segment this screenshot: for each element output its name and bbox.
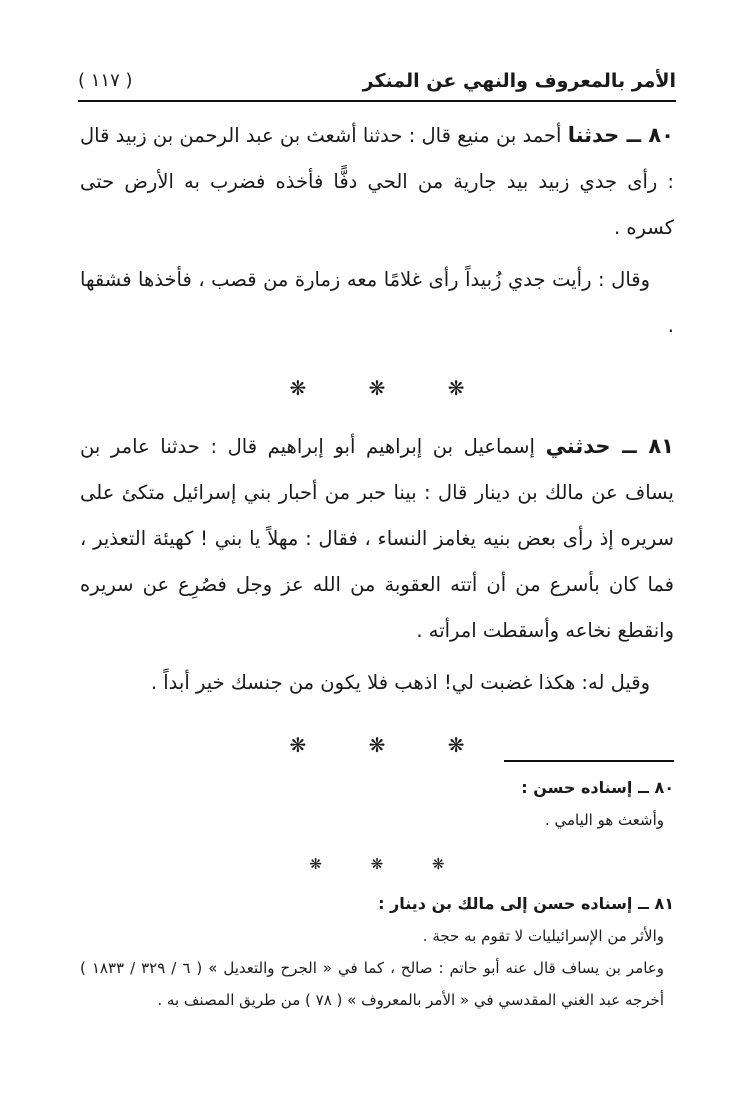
main-text [80,112,674,780]
paragraph-81 [80,423,674,654]
footnotes [80,768,674,1016]
paragraph-80b: وقال : رأيت جدي زُبيداً رأى غلامًا معه زمارة من قصب ، فأخذها فشقها . [80,268,674,337]
hadith-80-lead: ٨٠ ــ حدثنا [567,123,674,147]
section-separator: ❋ ❋ ❋ [289,733,493,757]
section-separator: ❋ ❋ ❋ [289,376,493,400]
footnote-81-heading: ٨١ ــ إسناده حسن إلى مالك بن دينار : [378,894,674,913]
hadith-81-text: إسماعيل بن إبراهيم أبو إبراهيم قال : حدثنا عامر بن يساف عن مالك بن دينار قال : بينا حبر من أحبار بني إسرائيل متكئ على سريره إذ رأى بعض بنيه يغامز النساء ، فقال : مهلاً يا بني ! كهيئة التعذير ، فما كان بأسرع من أن أتته العقوبة من الله عز وجل فصُرِع عن سريره وانقطع نخاعه وأسقطت امرأته . [80,435,674,642]
running-title: الأمر بالمعروف والنهي عن المنكر [362,70,676,92]
paragraph-81b: وقيل له: هكذا غضبت لي! اذهب فلا يكون من جنسك خير أبداً . [150,671,650,694]
hadith-80-text: أحمد بن منيع قال : حدثنا أشعث بن عبد الرحمن بن زبيد قال : رأى جدي زبيد بيد جارية من الحي دفًّا فأخذه فضرب به الأرض حتى كسره . [80,124,674,239]
footnote-80-text: وأشعث هو اليامي . [544,811,664,829]
page-number: ( ١١٧ ) [78,70,133,91]
page-header [78,66,676,102]
footnote-81-text-2: وعامر بن يساف قال عنه أبو حاتم : صالح ، كما في « الجرح والتعديل » ( ٦ / ٣٢٩ / ١٨٣٣ ) أخرجه عبد الغني المقدسي في « الأمر بالمعروف » ( ٧٨ ) من طريق المصنف به . [80,959,664,1009]
paragraph-80 [80,112,674,251]
footnote-separator: ❋ ❋ ❋ [309,855,467,873]
footnote-81-text-1: والأثر من الإسرائيليات لا تقوم به حجة . [422,927,664,945]
hadith-81-lead: ٨١ ــ حدثني [545,434,674,458]
footnote-80-heading: ٨٠ ــ إسناده حسن : [521,778,674,797]
footnote-rule [504,760,674,762]
